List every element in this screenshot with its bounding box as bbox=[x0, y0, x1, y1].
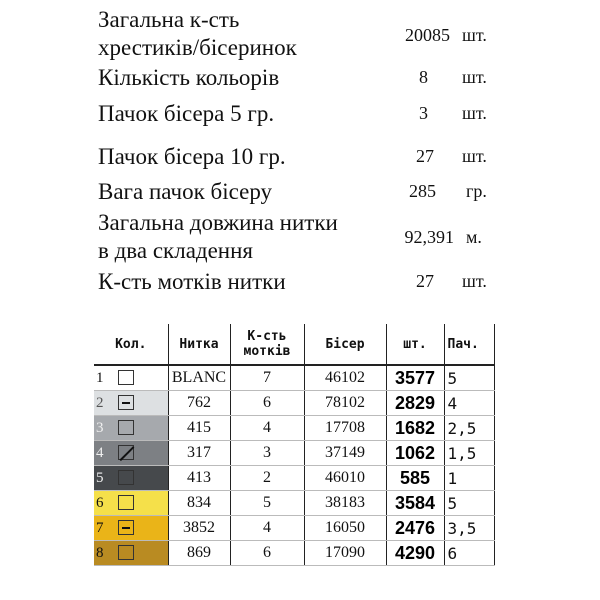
table-row bbox=[94, 391, 494, 416]
packs10-label: Пачок бісера 10 гр. bbox=[98, 144, 286, 169]
packs-cell: 1,5 bbox=[444, 441, 494, 466]
skeins-cell: 6 bbox=[230, 391, 304, 416]
color-table bbox=[94, 324, 495, 566]
bead-cell: 38183 bbox=[304, 491, 386, 516]
thread-cell: 762 bbox=[168, 391, 230, 416]
skeins-cell: 2 bbox=[230, 466, 304, 491]
color-number: 4 bbox=[96, 445, 104, 461]
color-number: 8 bbox=[96, 545, 104, 561]
packs-cell: 5 bbox=[444, 365, 494, 391]
total-value: 20085 bbox=[405, 25, 450, 45]
color-number: 3 bbox=[96, 420, 104, 436]
bead-cell: 17708 bbox=[304, 416, 386, 441]
color-cell bbox=[94, 491, 168, 516]
total-label-line2: хрестиків/бісеринок bbox=[98, 35, 297, 60]
table-row bbox=[94, 441, 494, 466]
color-number: 7 bbox=[96, 520, 104, 536]
header-skeins bbox=[230, 324, 304, 365]
empty-symbol-icon bbox=[118, 370, 134, 385]
weight-label: Вага пачок бісеру bbox=[98, 179, 273, 204]
packs10-value: 27 bbox=[416, 146, 434, 166]
table-row bbox=[94, 416, 494, 441]
table-header-row bbox=[94, 324, 494, 365]
header-color: Кол. bbox=[94, 324, 168, 365]
bead-cell: 46102 bbox=[304, 365, 386, 391]
colors-label: Кількість кольорів bbox=[98, 65, 280, 90]
empty-symbol-icon bbox=[118, 545, 134, 560]
skeins-cell: 7 bbox=[230, 365, 304, 391]
colors-unit: шт. bbox=[462, 67, 487, 87]
color-cell bbox=[94, 391, 168, 416]
qty-cell: 3584 bbox=[386, 491, 444, 516]
skeins-cell: 4 bbox=[230, 416, 304, 441]
color-number: 5 bbox=[96, 470, 104, 486]
packs-cell: 3,5 bbox=[444, 516, 494, 541]
packs-cell: 5 bbox=[444, 491, 494, 516]
color-cell bbox=[94, 365, 168, 391]
skeins-cell: 6 bbox=[230, 541, 304, 566]
color-number: 6 bbox=[96, 495, 104, 511]
header-packs: Пач. bbox=[444, 324, 494, 365]
bead-cell: 16050 bbox=[304, 516, 386, 541]
bead-cell: 37149 bbox=[304, 441, 386, 466]
length-label-line1: Загальна довжина нитки bbox=[98, 210, 338, 235]
header-thread: Нитка bbox=[168, 324, 230, 365]
length-label-line2: в два складення bbox=[98, 238, 254, 263]
total-label-line1: Загальна к-сть bbox=[98, 7, 240, 32]
bead-cell: 17090 bbox=[304, 541, 386, 566]
bead-cell: 46010 bbox=[304, 466, 386, 491]
empty-symbol-icon bbox=[118, 495, 134, 510]
slash-symbol-icon bbox=[118, 445, 134, 460]
color-cell bbox=[94, 466, 168, 491]
table-row bbox=[94, 365, 494, 391]
packs10-unit: шт. bbox=[462, 146, 487, 166]
header-skeins-line1: К-сть bbox=[247, 329, 287, 344]
packs-cell: 6 bbox=[444, 541, 494, 566]
empty-symbol-icon bbox=[118, 470, 134, 485]
table-row bbox=[94, 516, 494, 541]
thread-cell: 834 bbox=[168, 491, 230, 516]
thread-cell: 869 bbox=[168, 541, 230, 566]
qty-cell: 4290 bbox=[386, 541, 444, 566]
color-number: 1 bbox=[96, 370, 104, 386]
length-unit: м. bbox=[466, 227, 482, 247]
qty-cell: 2829 bbox=[386, 391, 444, 416]
color-cell bbox=[94, 441, 168, 466]
empty-symbol-icon bbox=[118, 420, 134, 435]
thread-cell: 317 bbox=[168, 441, 230, 466]
packs5-unit: шт. bbox=[462, 103, 487, 123]
table-row bbox=[94, 466, 494, 491]
qty-cell: 1062 bbox=[386, 441, 444, 466]
packs-cell: 2,5 bbox=[444, 416, 494, 441]
dash-symbol-icon bbox=[118, 395, 134, 410]
color-cell bbox=[94, 541, 168, 566]
packs5-value: 3 bbox=[419, 103, 428, 123]
skeins-unit: шт. bbox=[462, 271, 487, 291]
weight-unit: гр. bbox=[466, 181, 487, 201]
qty-cell: 1682 bbox=[386, 416, 444, 441]
thread-cell: 3852 bbox=[168, 516, 230, 541]
table-row bbox=[94, 541, 494, 566]
skeins-cell: 5 bbox=[230, 491, 304, 516]
skeins-label: К-сть мотків нитки bbox=[98, 269, 286, 294]
thread-cell: BLANC bbox=[168, 365, 230, 391]
length-value: 92,391 bbox=[404, 227, 454, 247]
skeins-value: 27 bbox=[416, 271, 434, 291]
thread-cell: 415 bbox=[168, 416, 230, 441]
color-cell bbox=[94, 516, 168, 541]
packs-cell: 1 bbox=[444, 466, 494, 491]
colors-value: 8 bbox=[419, 67, 428, 87]
packs5-label: Пачок бісера 5 гр. bbox=[98, 101, 275, 126]
table-row bbox=[94, 491, 494, 516]
color-number: 2 bbox=[96, 395, 104, 411]
header-qty: шт. bbox=[386, 324, 444, 365]
bead-cell: 78102 bbox=[304, 391, 386, 416]
thread-cell: 413 bbox=[168, 466, 230, 491]
skeins-cell: 3 bbox=[230, 441, 304, 466]
dash-symbol-icon bbox=[118, 520, 134, 535]
header-skeins-line2: мотків bbox=[243, 344, 291, 359]
packs-cell: 4 bbox=[444, 391, 494, 416]
skeins-cell: 4 bbox=[230, 516, 304, 541]
header-bead: Бісер bbox=[304, 324, 386, 365]
total-unit: шт. bbox=[462, 25, 487, 45]
weight-value: 285 bbox=[409, 181, 436, 201]
color-cell bbox=[94, 416, 168, 441]
qty-cell: 2476 bbox=[386, 516, 444, 541]
qty-cell: 3577 bbox=[386, 365, 444, 391]
qty-cell: 585 bbox=[386, 466, 444, 491]
